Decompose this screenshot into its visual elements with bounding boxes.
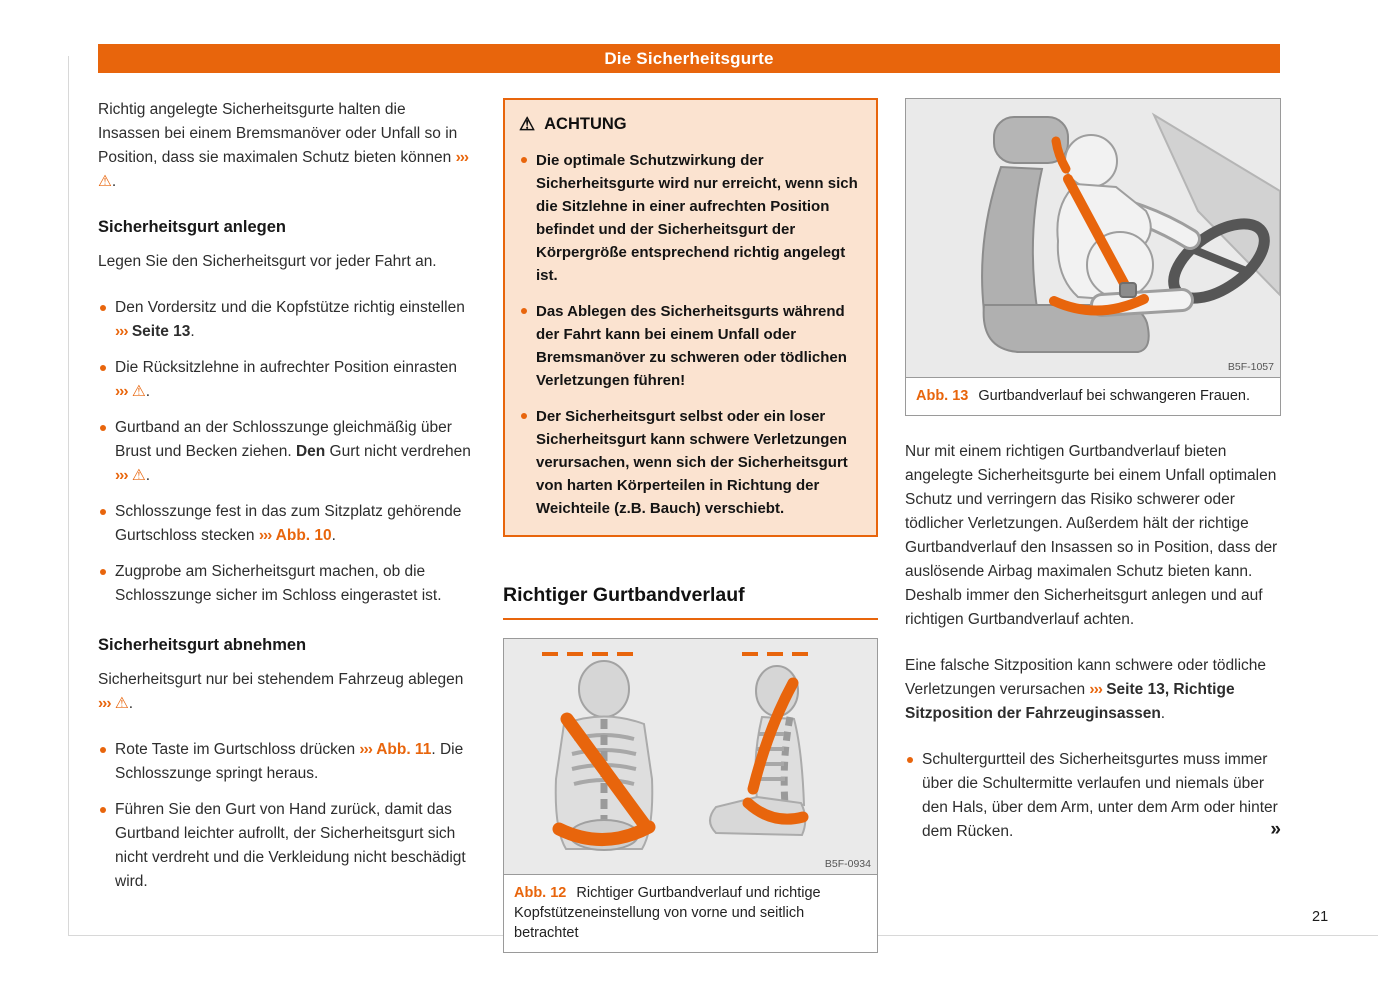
warning-list <box>519 149 862 520</box>
warning-triangle-icon: ⚠ <box>114 695 129 712</box>
list-item <box>98 560 471 608</box>
figure-13-code: B5F-1057 <box>1227 361 1274 373</box>
list-item <box>98 416 471 488</box>
warning-triangle-icon: ⚠ <box>519 114 536 134</box>
see-arrow-icon: ››› <box>455 149 469 166</box>
text-run: Den Vordersitz und die Kopfstütze richtig einstellen <box>115 299 465 316</box>
text-run: . <box>190 323 195 340</box>
text-run: Schlosszunge fest in das zum Sitzplatz gehörende Gurtschloss stecken <box>115 503 462 544</box>
shoulder-belt-bullet-wrap <box>905 748 1281 844</box>
bold-text: Den <box>295 443 326 460</box>
warning-item: Die optimale Schutzwirkung der Sicherheitsgurte wird nur erreicht, wenn sich die Sitzlehne in einer aufrechten Position befindet und der Sicherheitsgurt der Körpergröße entsprechend richtig angelegt ist. <box>519 149 862 287</box>
warning-title-label: ACHTUNG <box>544 115 627 133</box>
page-continuation-marker: » <box>1270 819 1281 840</box>
figure-13-caption-text: Gurtbandverlauf bei schwangeren Frauen. <box>978 388 1251 404</box>
list-item <box>98 738 471 786</box>
text-run: Rote Taste im Gurtschloss drücken <box>115 741 360 758</box>
text-run: Gurtband an der Schlosszunge gleichmäßig über Brust und Becken ziehen. <box>115 419 452 460</box>
side-skeleton-figure <box>710 666 805 835</box>
heading-sicherheitsgurt-abnehmen: Sicherheitsgurt abnehmen <box>98 636 307 654</box>
paragraph <box>98 668 471 716</box>
text-run: Die Rücksitzlehne in aufrechter Position einrasten <box>115 359 458 376</box>
right-bullet-list <box>905 748 1281 844</box>
gurtbandverlauf-paragraph: Nur mit einem richtigen Gurtbandverlauf bieten angelegte Sicherheitsgurte bei einem Unfall optimalen Schutz und verringern das Risiko schwerer oder tödlicher Verletzungen. Außerdem hält der richtige Gurtbandverlauf den Insassen so in Position, dass der auslösende Airbag maximalen Schutz bieten kann. Deshalb immer den Sicherheitsgurt anlegen und auf richtigen Gurtbandverlauf achten. <box>905 443 1278 628</box>
text-run: . <box>111 173 117 190</box>
figure-13-caption <box>906 378 1280 415</box>
warning-box <box>503 98 878 537</box>
figure-12-code: B5F-0934 <box>824 858 871 870</box>
right-column <box>905 98 1281 856</box>
left-column <box>98 98 471 906</box>
bold-text: Seite 13 <box>131 323 191 340</box>
sitzposition-paragraph <box>905 654 1281 726</box>
figure-12-caption <box>504 875 877 952</box>
text-run: . <box>331 527 336 544</box>
chapter-header-bar <box>98 44 1280 73</box>
list-item <box>98 798 471 894</box>
middle-column <box>503 98 878 953</box>
anlegen-bullet-list <box>98 296 471 608</box>
figure-12-caption-text: Richtiger Gurtbandverlauf und richtige Kopfstützeneinstellung von vorne und seitlich betrachtet <box>514 885 821 941</box>
figure-13-image <box>906 99 1280 378</box>
text-run: Führen Sie den Gurt von Hand zurück, damit das Gurtband leichter aufrollt, der Sicherheitsgurt sich nicht verdreht und die Verkleidung nicht beschädigt wird. <box>115 801 466 890</box>
see-arrow-icon: ››› <box>1089 681 1102 698</box>
text-run: . Die Schlosszunge springt heraus. <box>115 741 464 782</box>
see-arrow-icon: ››› <box>115 323 128 340</box>
paragraph: Legen Sie den Sicherheitsgurt vor jeder Fahrt an. <box>98 253 437 270</box>
text-run: . <box>128 695 134 712</box>
list-item <box>905 748 1281 844</box>
figure-12-illustration <box>504 639 877 874</box>
text-run: Gurt nicht verdrehen <box>325 443 471 460</box>
text-run: . <box>1160 705 1166 722</box>
section-heading-gurtbandverlauf: Richtiger Gurtbandverlauf <box>503 583 878 620</box>
warning-triangle-icon: ⚠ <box>98 173 112 190</box>
figure-12 <box>503 638 878 953</box>
chapter-title: Die Sicherheitsgurte <box>604 48 774 68</box>
warning-item: Das Ablegen des Sicherheitsgurts während der Fahrt kann bei einem Unfall oder Bremsmanöver zu schweren oder tödlichen Verletzungen führen! <box>519 300 862 392</box>
figure-13-label: Abb. 13 <box>916 388 969 404</box>
abnehmen-bullet-list <box>98 738 471 894</box>
text-run: Eine falsche Sitzposition kann schwere oder tödliche Verletzungen verursachen <box>905 657 1267 698</box>
page-number: 21 <box>1312 909 1329 925</box>
figure-13-illustration <box>906 99 1280 377</box>
bold-text: Seite 13, Richtige Sitzposition der Fahrzeuginsassen <box>905 681 1235 722</box>
warning-item: Der Sicherheitsgurt selbst oder ein loser Sicherheitsgurt kann schwere Verletzungen verursachen, wenn sich der Sicherheitsgurt von harten Körperteilen in Richtung der Weichteile (z.B. Bauch) verschiebt. <box>519 405 862 520</box>
text-run: . <box>145 467 151 484</box>
warning-header <box>519 112 862 136</box>
heading-sicherheitsgurt-anlegen: Sicherheitsgurt anlegen <box>98 218 286 236</box>
front-skeleton-figure <box>556 661 653 850</box>
figure-12-image <box>504 639 877 875</box>
cross-reference-link[interactable]: Abb. 11 <box>376 741 432 758</box>
intro-paragraph <box>98 98 471 194</box>
see-arrow-icon: ››› <box>115 383 128 400</box>
list-item <box>98 356 471 404</box>
text-run: Sicherheitsgurt nur bei stehendem Fahrzeug ablegen <box>98 671 464 688</box>
cross-reference-link[interactable]: Abb. 10 <box>275 527 332 544</box>
text-run: Schultergurtteil des Sicherheitsgurtes muss immer über die Schultermitte verlaufen und niemals über den Hals, über dem Arm, unter dem Arm oder hinter dem Rücken. <box>922 751 1278 840</box>
see-arrow-icon: ››› <box>258 527 272 544</box>
figure-12-label: Abb. 12 <box>514 885 567 901</box>
figure-13 <box>905 98 1281 416</box>
list-item <box>98 296 471 344</box>
text-run: Zugprobe am Sicherheitsgurt machen, ob die Schlosszunge sicher im Schloss eingerastet ist. <box>115 563 442 604</box>
page-left-edge <box>68 56 69 935</box>
list-item <box>98 500 471 548</box>
see-arrow-icon: ››› <box>98 695 111 712</box>
text-run: Richtig angelegte Sicherheitsgurte halten die Insassen bei einem Bremsmanöver oder Unfall so in Position, dass sie maximalen Schutz bieten können <box>98 101 458 166</box>
text-run: . <box>145 383 151 400</box>
see-arrow-icon: ››› <box>115 467 128 484</box>
warning-triangle-icon: ⚠ <box>131 467 146 484</box>
see-arrow-icon: ››› <box>359 741 372 758</box>
warning-triangle-icon: ⚠ <box>131 383 146 400</box>
